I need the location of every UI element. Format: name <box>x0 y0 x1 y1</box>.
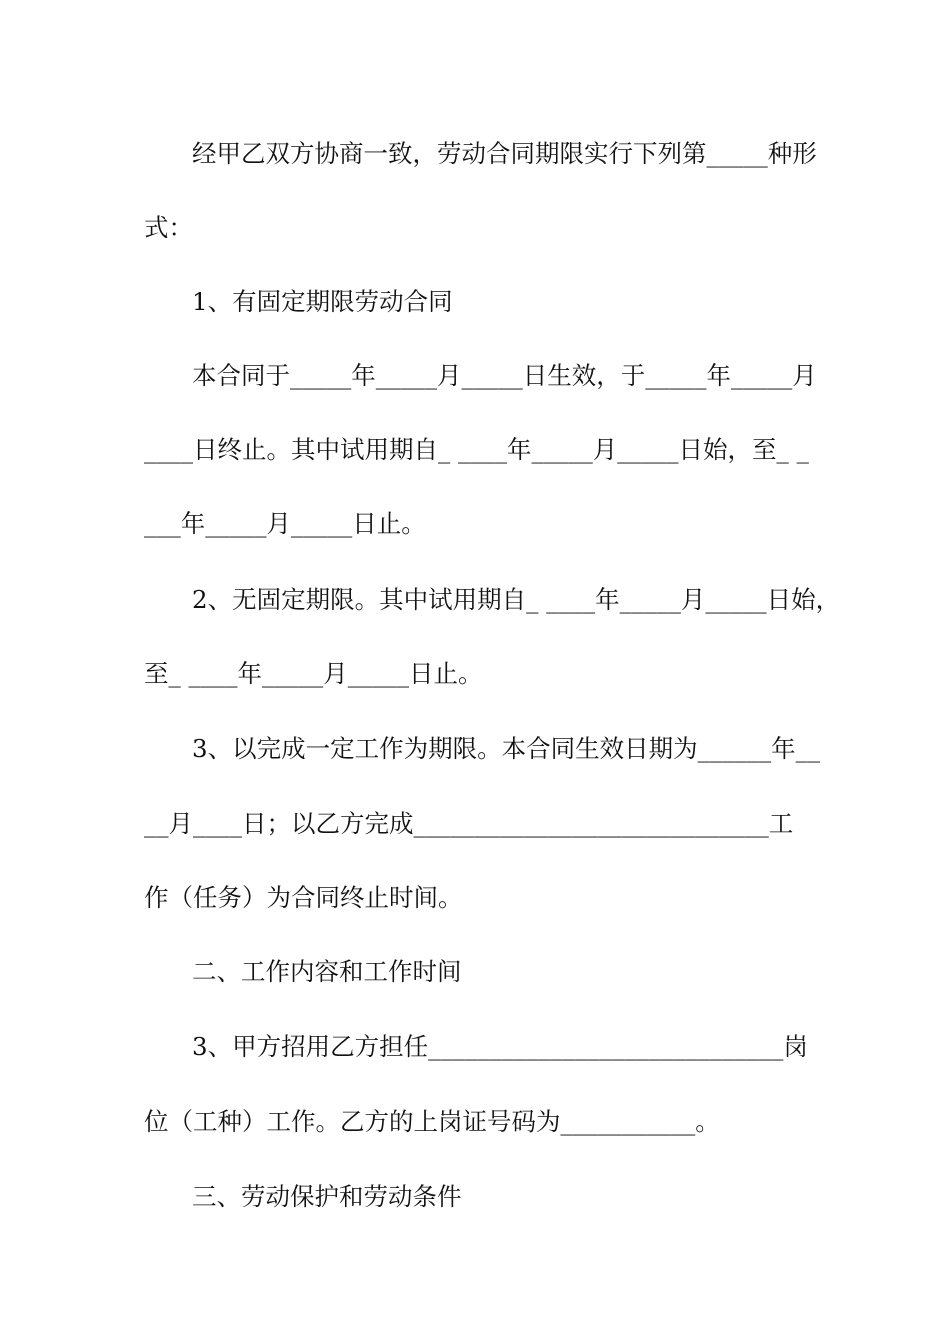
clause-task-based-term: 3、以完成一定工作为期限。本合同生效日期为______年__ <box>192 734 821 763</box>
clause-task-based-term-cont: __月____日；以乙方完成_____________________________工 <box>144 809 794 838</box>
clause-fixed-term-dates-cont: ____日终止。其中试用期自_ ____年_____月_____日始，至_ _ <box>144 435 809 464</box>
clause-task-based-term-end: 作（任务）为合同终止时间。 <box>144 883 463 912</box>
clause-open-term: 2、无固定期限。其中试用期自_ ____年_____月_____日始， <box>192 585 841 614</box>
clause-fixed-term-heading: 1、有固定期限劳动合同 <box>192 287 453 316</box>
paragraph-contract-term-intro: 经甲乙双方协商一致，劳动合同期限实行下列第_____种形 <box>192 139 817 168</box>
clause-open-term-cont: 至_ ____年_____月_____日止。 <box>144 659 483 688</box>
paragraph-contract-term-intro-cont: 式： <box>144 213 193 242</box>
clause-job-position-cont: 位（工种）工作。乙方的上岗证号码为___________。 <box>144 1107 720 1136</box>
clause-job-position: 3、甲方招用乙方担任_____________________________岗 <box>192 1032 808 1061</box>
section-heading-labor-protection: 三、劳动保护和劳动条件 <box>192 1182 462 1211</box>
clause-fixed-term-probation-end: ___年_____月_____日止。 <box>144 509 426 538</box>
section-heading-work-content: 二、工作内容和工作时间 <box>192 957 462 986</box>
clause-fixed-term-dates: 本合同于_____年_____月_____日生效，于_____年_____月 <box>192 361 817 390</box>
